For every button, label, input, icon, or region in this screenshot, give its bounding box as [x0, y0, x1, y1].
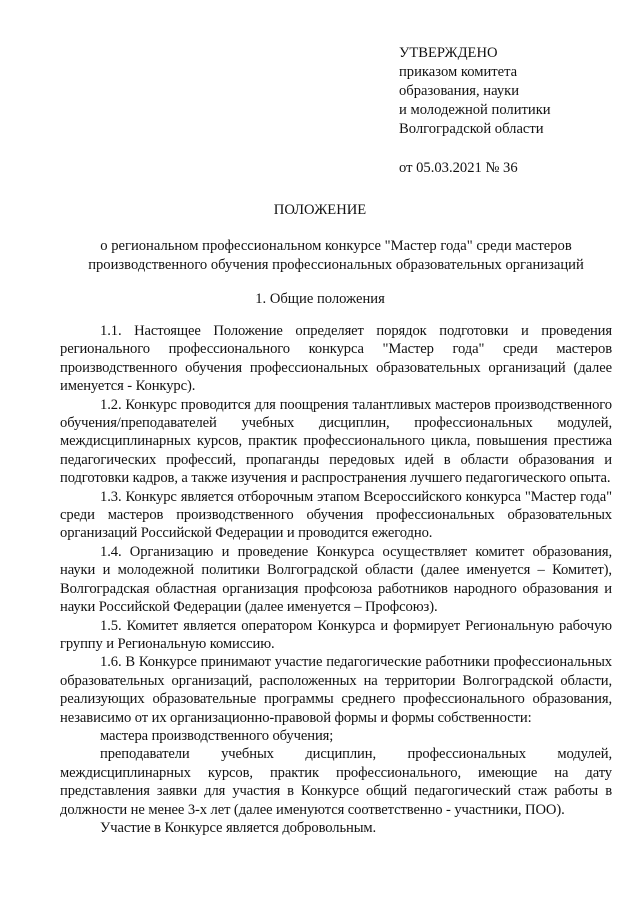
paragraph-1-6: 1.6. В Конкурсе принимают участие педагогические работники профессиональных образовательных организаций, расположенных на территории Волгоградской области, реализующих образовательные программы среднего профессионального образования, независимо от их организационно-правовой формы и формы собственности:: [60, 654, 612, 726]
approval-line: и молодежной политики: [399, 102, 551, 118]
approval-line: образования, науки: [399, 83, 520, 99]
approval-line: УТВЕРЖДЕНО: [399, 45, 498, 61]
paragraph-1-1: 1.1. Настоящее Положение определяет порядок подготовки и проведения регионального профессионального конкурса "Мастер года" среди мастеров производственного обучения профессиональных образовательных организаций (далее именуется - Конкурс).: [60, 323, 612, 395]
approval-line: приказом комитета: [399, 64, 518, 80]
order-date: от 05.03.2021 № 36: [399, 160, 518, 176]
document-subtitle: о региональном профессиональном конкурсе "Мастер года" среди мастеров производственного обучения профессиональных образовательных организаций: [88, 238, 584, 273]
paragraph-1-5: 1.5. Комитет является оператором Конкурса и формирует Региональную рабочую группу и Региональную комиссию.: [60, 617, 612, 652]
list-item-teachers: преподаватели учебных дисциплин, профессиональных модулей, междисциплинарных курсов, практик профессионального, имеющие на дату представления заявки для участия в Конкурсе общий педагогический стаж работы в должности не менее 3-х лет (далее именуются соответственно - участники, ПОО).: [60, 746, 612, 818]
paragraph-1-3: 1.3. Конкурс является отборочным этапом Всероссийского конкурса "Мастер года" среди мастеров производственного обучения профессиональных образовательных организаций Российской Федерации и проводится ежегодно.: [60, 488, 612, 542]
paragraph-1-2: 1.2. Конкурс проводится для поощрения талантливых мастеров производственного обучения/преподавателей учебных дисциплин, профессиональных модулей, междисциплинарных курсов, практик профессионального цикла, повышения престижа педагогических профессий, пропаганды передовых идей в области образования и подготовки кадров, а также изучения и распространения лучшего педагогического опыта.: [60, 396, 612, 487]
document-body: [60, 322, 612, 837]
list-item-masters: мастера производственного обучения;: [100, 727, 334, 744]
paragraph-1-4: 1.4. Организацию и проведение Конкурса осуществляет комитет образования, науки и молодежной политики Волгоградской области (далее именуется – Комитет), Волгоградская областная организация профсоюза работников народного образования и науки Российской Федерации (далее именуется – Профсоюз).: [60, 543, 612, 616]
approval-line: Волгоградской области: [399, 121, 544, 137]
approval-block: [399, 44, 619, 178]
section-heading: 1. Общие положения: [255, 291, 385, 307]
paragraph-voluntary: Участие в Конкурсе является добровольным.: [100, 819, 377, 836]
document-title: ПОЛОЖЕНИЕ: [273, 202, 367, 218]
